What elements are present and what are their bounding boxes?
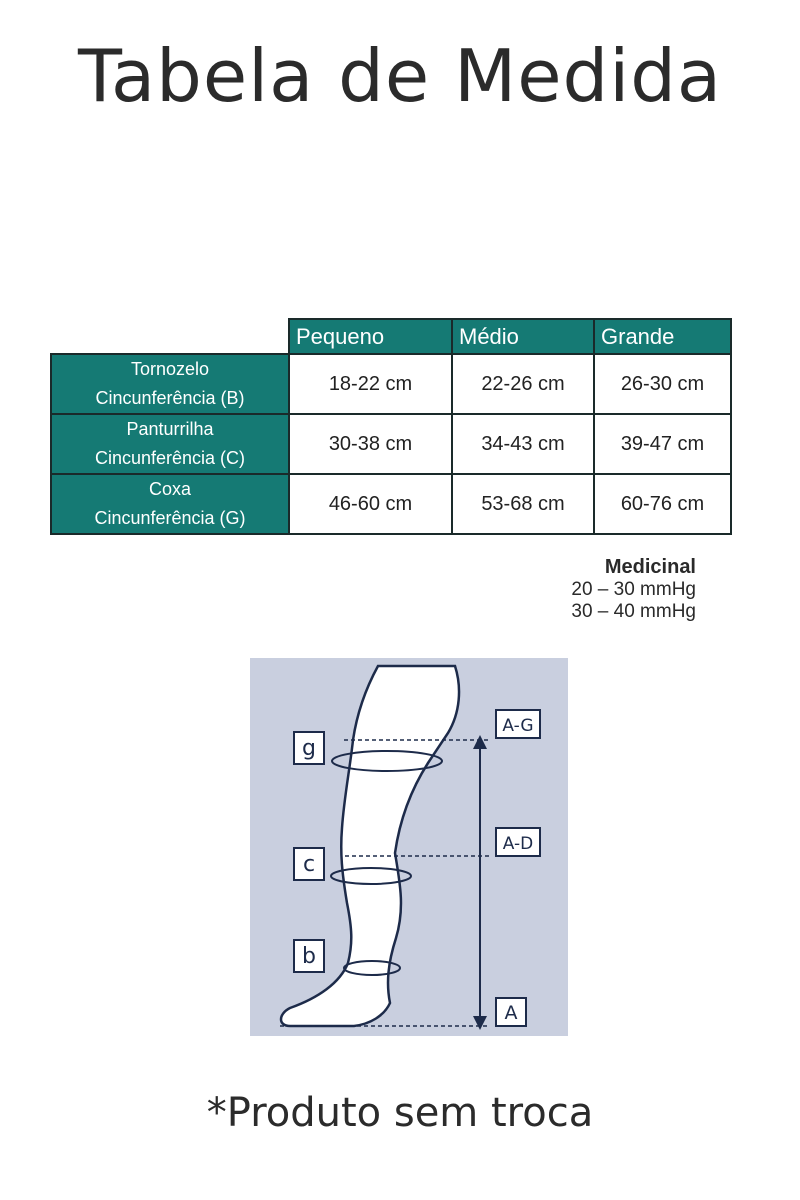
label-b: b (302, 944, 316, 969)
row-label: Cincunferência (C) (94, 448, 246, 468)
column-header-grande: Grande (594, 319, 731, 354)
table-cell: 26-30 cm (594, 354, 731, 414)
row-label: Cincunferência (B) (95, 388, 245, 408)
label-c: c (302, 852, 316, 877)
row-name: Coxa (148, 479, 192, 499)
no-exchange-note: *Produto sem troca (206, 1090, 594, 1136)
table-row (51, 474, 731, 534)
row-name: Tornozelo (130, 359, 210, 379)
table-cell: 22-26 cm (452, 354, 594, 414)
row-header-coxa (51, 474, 289, 534)
row-name: Panturrilha (126, 419, 214, 439)
leg-measurement-diagram (250, 658, 570, 1038)
row-header-panturrilha (51, 414, 289, 474)
label-a: A (504, 1002, 518, 1024)
table-corner (51, 319, 289, 354)
size-table (50, 318, 732, 535)
label-box-a-d (496, 828, 540, 856)
label-a-g: A-G (502, 716, 534, 736)
table-cell: 30-38 cm (289, 414, 452, 474)
row-label: Cincunferência (G) (94, 508, 246, 528)
label-g: g (302, 736, 316, 761)
label-box-c (294, 848, 324, 880)
compression-level: 30 – 40 mmHg (571, 601, 696, 622)
compression-title: Medicinal (604, 556, 696, 578)
table-row (51, 354, 731, 414)
label-box-b (294, 940, 324, 972)
table-cell: 39-47 cm (594, 414, 731, 474)
table-row (51, 414, 731, 474)
label-box-a-g (496, 710, 540, 738)
table-cell: 34-43 cm (452, 414, 594, 474)
table-cell: 53-68 cm (452, 474, 594, 534)
table-cell: 46-60 cm (289, 474, 452, 534)
row-header-tornozelo (51, 354, 289, 414)
column-header-pequeno: Pequeno (289, 319, 452, 354)
page-title: Tabela de Medida (77, 34, 723, 118)
table-cell: 18-22 cm (289, 354, 452, 414)
label-box-g (294, 732, 324, 764)
compression-level: 20 – 30 mmHg (571, 579, 696, 600)
label-box-a (496, 998, 526, 1026)
table-header-row (51, 319, 731, 354)
compression-info (540, 555, 696, 623)
label-a-d: A-D (502, 834, 534, 854)
table-cell: 60-76 cm (594, 474, 731, 534)
column-header-medio: Médio (452, 319, 594, 354)
